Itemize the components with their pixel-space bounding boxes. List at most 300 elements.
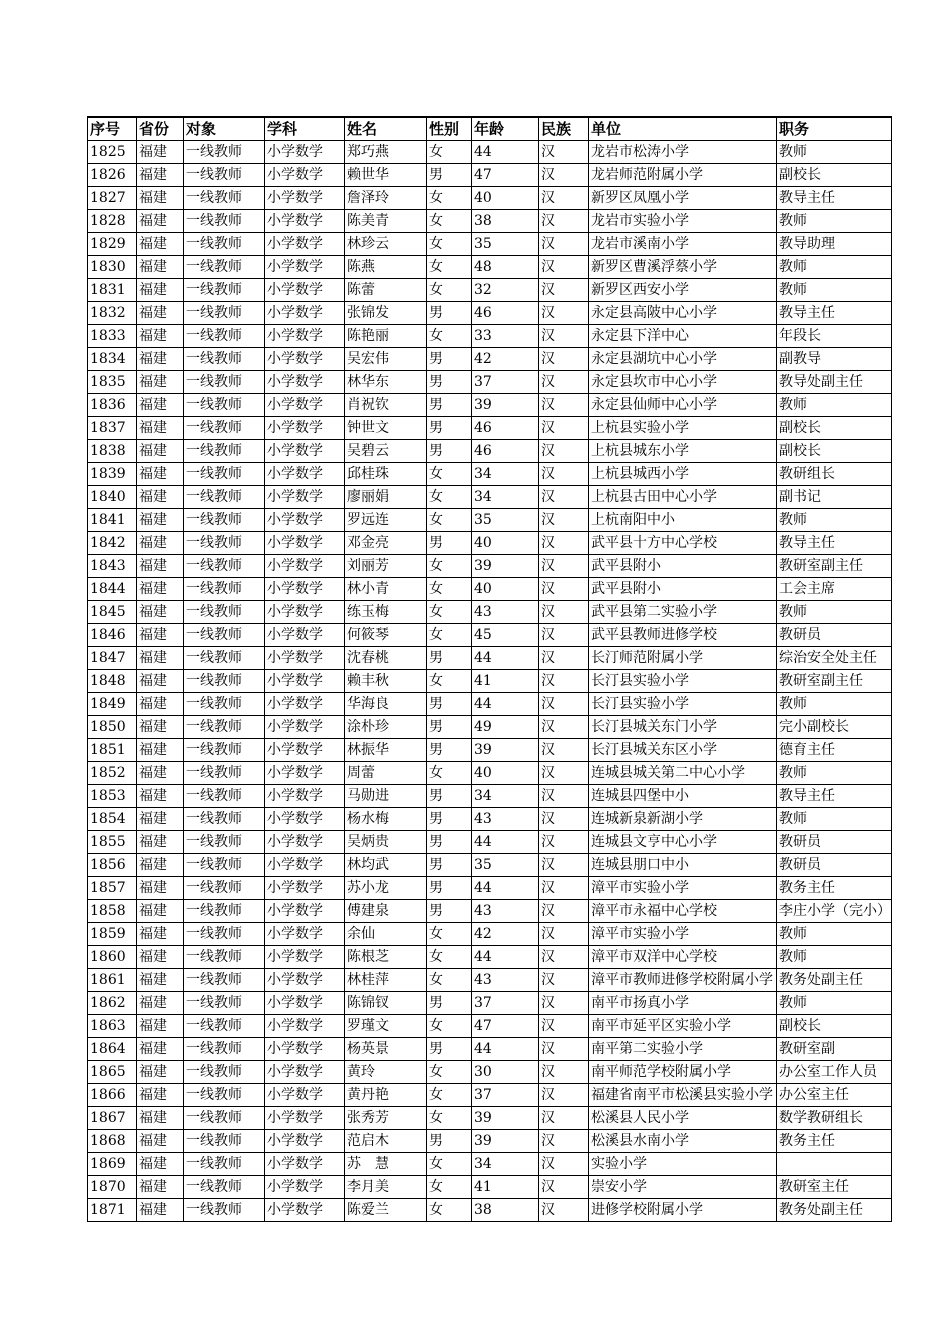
cell-position: 办公室主任 bbox=[777, 1084, 892, 1107]
cell-province: 福建 bbox=[137, 762, 184, 785]
cell-subject: 小学数学 bbox=[265, 946, 345, 969]
cell-age: 40 bbox=[472, 578, 539, 601]
cell-province: 福建 bbox=[137, 325, 184, 348]
cell-unit: 实验小学 bbox=[589, 1153, 777, 1176]
cell-unit: 漳平市实验小学 bbox=[589, 923, 777, 946]
cell-name: 黄丹艳 bbox=[345, 1084, 427, 1107]
cell-unit: 新罗区凤凰小学 bbox=[589, 187, 777, 210]
cell-age: 46 bbox=[472, 417, 539, 440]
table-row bbox=[88, 1015, 892, 1038]
table-row bbox=[88, 716, 892, 739]
cell-age: 43 bbox=[472, 900, 539, 923]
cell-ethnicity: 汉 bbox=[539, 739, 589, 762]
cell-ethnicity: 汉 bbox=[539, 210, 589, 233]
table-row bbox=[88, 302, 892, 325]
cell-subject: 小学数学 bbox=[265, 1176, 345, 1199]
cell-subject: 小学数学 bbox=[265, 900, 345, 923]
cell-age: 38 bbox=[472, 210, 539, 233]
cell-index: 1867 bbox=[88, 1107, 137, 1130]
cell-subject: 小学数学 bbox=[265, 164, 345, 187]
cell-subject: 小学数学 bbox=[265, 601, 345, 624]
cell-name: 詹泽玲 bbox=[345, 187, 427, 210]
cell-age: 44 bbox=[472, 647, 539, 670]
table-row bbox=[88, 233, 892, 256]
cell-position: 副校长 bbox=[777, 164, 892, 187]
cell-unit: 漳平市双洋中心学校 bbox=[589, 946, 777, 969]
cell-gender: 女 bbox=[427, 325, 472, 348]
cell-province: 福建 bbox=[137, 1015, 184, 1038]
cell-ethnicity: 汉 bbox=[539, 647, 589, 670]
cell-index: 1836 bbox=[88, 394, 137, 417]
cell-age: 34 bbox=[472, 1153, 539, 1176]
cell-unit: 漳平市永福中心学校 bbox=[589, 900, 777, 923]
cell-ethnicity: 汉 bbox=[539, 670, 589, 693]
cell-ethnicity: 汉 bbox=[539, 1038, 589, 1061]
table-row bbox=[88, 946, 892, 969]
cell-unit: 龙岩市溪南小学 bbox=[589, 233, 777, 256]
cell-index: 1844 bbox=[88, 578, 137, 601]
cell-position: 李庄小学（完小） bbox=[777, 900, 892, 923]
cell-target: 一线教师 bbox=[184, 624, 265, 647]
cell-position: 教导主任 bbox=[777, 302, 892, 325]
cell-gender: 女 bbox=[427, 578, 472, 601]
cell-ethnicity: 汉 bbox=[539, 1153, 589, 1176]
cell-subject: 小学数学 bbox=[265, 647, 345, 670]
cell-unit: 进修学校附属小学 bbox=[589, 1199, 777, 1222]
cell-gender: 女 bbox=[427, 969, 472, 992]
cell-subject: 小学数学 bbox=[265, 854, 345, 877]
cell-gender: 男 bbox=[427, 532, 472, 555]
cell-target: 一线教师 bbox=[184, 854, 265, 877]
cell-province: 福建 bbox=[137, 969, 184, 992]
cell-province: 福建 bbox=[137, 854, 184, 877]
cell-age: 44 bbox=[472, 1038, 539, 1061]
cell-subject: 小学数学 bbox=[265, 808, 345, 831]
cell-subject: 小学数学 bbox=[265, 463, 345, 486]
table-row bbox=[88, 785, 892, 808]
cell-subject: 小学数学 bbox=[265, 739, 345, 762]
cell-index: 1843 bbox=[88, 555, 137, 578]
cell-name: 范启木 bbox=[345, 1130, 427, 1153]
cell-name: 吴宏伟 bbox=[345, 348, 427, 371]
cell-subject: 小学数学 bbox=[265, 210, 345, 233]
table-row bbox=[88, 486, 892, 509]
cell-target: 一线教师 bbox=[184, 785, 265, 808]
table-row bbox=[88, 762, 892, 785]
cell-name: 林桂萍 bbox=[345, 969, 427, 992]
cell-position: 教导主任 bbox=[777, 187, 892, 210]
cell-target: 一线教师 bbox=[184, 578, 265, 601]
col-header-unit: 单位 bbox=[589, 117, 777, 141]
cell-province: 福建 bbox=[137, 578, 184, 601]
cell-unit: 漳平市教师进修学校附属小学 bbox=[589, 969, 777, 992]
cell-subject: 小学数学 bbox=[265, 532, 345, 555]
cell-gender: 男 bbox=[427, 394, 472, 417]
cell-subject: 小学数学 bbox=[265, 256, 345, 279]
cell-unit: 长汀县实验小学 bbox=[589, 693, 777, 716]
cell-gender: 男 bbox=[427, 371, 472, 394]
table-row bbox=[88, 141, 892, 164]
cell-ethnicity: 汉 bbox=[539, 992, 589, 1015]
cell-name: 林振华 bbox=[345, 739, 427, 762]
cell-index: 1869 bbox=[88, 1153, 137, 1176]
cell-age: 47 bbox=[472, 1015, 539, 1038]
cell-province: 福建 bbox=[137, 394, 184, 417]
cell-position: 综治安全处主任 bbox=[777, 647, 892, 670]
cell-province: 福建 bbox=[137, 1130, 184, 1153]
table-row bbox=[88, 210, 892, 233]
cell-ethnicity: 汉 bbox=[539, 1107, 589, 1130]
cell-unit: 永定县湖坑中心小学 bbox=[589, 348, 777, 371]
col-header-gender: 性别 bbox=[427, 117, 472, 141]
cell-age: 43 bbox=[472, 969, 539, 992]
cell-gender: 男 bbox=[427, 164, 472, 187]
cell-subject: 小学数学 bbox=[265, 555, 345, 578]
cell-unit: 上杭县实验小学 bbox=[589, 417, 777, 440]
table-row bbox=[88, 417, 892, 440]
cell-gender: 男 bbox=[427, 785, 472, 808]
cell-age: 34 bbox=[472, 463, 539, 486]
cell-name: 杨英景 bbox=[345, 1038, 427, 1061]
cell-gender: 女 bbox=[427, 509, 472, 532]
cell-unit: 龙岩师范附属小学 bbox=[589, 164, 777, 187]
cell-ethnicity: 汉 bbox=[539, 1084, 589, 1107]
cell-position bbox=[777, 1153, 892, 1176]
cell-unit: 漳平市实验小学 bbox=[589, 877, 777, 900]
cell-province: 福建 bbox=[137, 486, 184, 509]
cell-subject: 小学数学 bbox=[265, 1038, 345, 1061]
cell-gender: 男 bbox=[427, 693, 472, 716]
cell-position: 教导处副主任 bbox=[777, 371, 892, 394]
col-header-province: 省份 bbox=[137, 117, 184, 141]
cell-name: 刘丽芳 bbox=[345, 555, 427, 578]
cell-index: 1865 bbox=[88, 1061, 137, 1084]
cell-gender: 女 bbox=[427, 923, 472, 946]
cell-position: 教师 bbox=[777, 210, 892, 233]
cell-subject: 小学数学 bbox=[265, 279, 345, 302]
cell-target: 一线教师 bbox=[184, 256, 265, 279]
cell-unit: 新罗区西安小学 bbox=[589, 279, 777, 302]
cell-index: 1839 bbox=[88, 463, 137, 486]
cell-position: 教研员 bbox=[777, 624, 892, 647]
table-row bbox=[88, 371, 892, 394]
cell-position: 工会主席 bbox=[777, 578, 892, 601]
cell-index: 1834 bbox=[88, 348, 137, 371]
cell-ethnicity: 汉 bbox=[539, 624, 589, 647]
cell-gender: 女 bbox=[427, 1084, 472, 1107]
cell-gender: 女 bbox=[427, 256, 472, 279]
col-header-index: 序号 bbox=[88, 117, 137, 141]
cell-ethnicity: 汉 bbox=[539, 417, 589, 440]
cell-age: 45 bbox=[472, 624, 539, 647]
cell-target: 一线教师 bbox=[184, 1061, 265, 1084]
table-row bbox=[88, 440, 892, 463]
cell-name: 罗远连 bbox=[345, 509, 427, 532]
table-row bbox=[88, 1176, 892, 1199]
cell-ethnicity: 汉 bbox=[539, 141, 589, 164]
cell-name: 余仙 bbox=[345, 923, 427, 946]
cell-subject: 小学数学 bbox=[265, 371, 345, 394]
cell-name: 陈锦钗 bbox=[345, 992, 427, 1015]
cell-age: 47 bbox=[472, 164, 539, 187]
table-row bbox=[88, 923, 892, 946]
cell-gender: 女 bbox=[427, 233, 472, 256]
cell-name: 罗瑾文 bbox=[345, 1015, 427, 1038]
cell-name: 陈蕾 bbox=[345, 279, 427, 302]
cell-gender: 女 bbox=[427, 1107, 472, 1130]
cell-name: 陈艳丽 bbox=[345, 325, 427, 348]
cell-subject: 小学数学 bbox=[265, 578, 345, 601]
cell-target: 一线教师 bbox=[184, 233, 265, 256]
cell-province: 福建 bbox=[137, 348, 184, 371]
cell-target: 一线教师 bbox=[184, 946, 265, 969]
cell-age: 41 bbox=[472, 670, 539, 693]
cell-gender: 男 bbox=[427, 992, 472, 1015]
cell-gender: 男 bbox=[427, 417, 472, 440]
cell-unit: 武平县附小 bbox=[589, 555, 777, 578]
teacher-table bbox=[87, 116, 892, 1222]
cell-age: 35 bbox=[472, 509, 539, 532]
cell-ethnicity: 汉 bbox=[539, 348, 589, 371]
cell-ethnicity: 汉 bbox=[539, 440, 589, 463]
cell-target: 一线教师 bbox=[184, 647, 265, 670]
cell-ethnicity: 汉 bbox=[539, 831, 589, 854]
table-row bbox=[88, 693, 892, 716]
cell-unit: 上杭县城东小学 bbox=[589, 440, 777, 463]
cell-name: 赖丰秋 bbox=[345, 670, 427, 693]
cell-target: 一线教师 bbox=[184, 532, 265, 555]
cell-ethnicity: 汉 bbox=[539, 601, 589, 624]
cell-gender: 女 bbox=[427, 762, 472, 785]
cell-ethnicity: 汉 bbox=[539, 877, 589, 900]
col-header-age: 年龄 bbox=[472, 117, 539, 141]
cell-subject: 小学数学 bbox=[265, 992, 345, 1015]
cell-province: 福建 bbox=[137, 739, 184, 762]
cell-target: 一线教师 bbox=[184, 900, 265, 923]
cell-index: 1851 bbox=[88, 739, 137, 762]
cell-age: 37 bbox=[472, 371, 539, 394]
cell-province: 福建 bbox=[137, 509, 184, 532]
cell-index: 1827 bbox=[88, 187, 137, 210]
cell-target: 一线教师 bbox=[184, 1153, 265, 1176]
cell-position: 教师 bbox=[777, 141, 892, 164]
cell-ethnicity: 汉 bbox=[539, 808, 589, 831]
cell-unit: 长汀县实验小学 bbox=[589, 670, 777, 693]
cell-target: 一线教师 bbox=[184, 992, 265, 1015]
cell-index: 1864 bbox=[88, 1038, 137, 1061]
table-row bbox=[88, 900, 892, 923]
cell-index: 1854 bbox=[88, 808, 137, 831]
cell-name: 周蕾 bbox=[345, 762, 427, 785]
cell-name: 涂朴珍 bbox=[345, 716, 427, 739]
cell-position: 教务处副主任 bbox=[777, 1199, 892, 1222]
cell-gender: 女 bbox=[427, 486, 472, 509]
cell-target: 一线教师 bbox=[184, 601, 265, 624]
cell-province: 福建 bbox=[137, 371, 184, 394]
table-row bbox=[88, 1107, 892, 1130]
cell-position: 教务主任 bbox=[777, 877, 892, 900]
cell-ethnicity: 汉 bbox=[539, 1176, 589, 1199]
table-row bbox=[88, 463, 892, 486]
table-row bbox=[88, 877, 892, 900]
cell-ethnicity: 汉 bbox=[539, 164, 589, 187]
cell-target: 一线教师 bbox=[184, 141, 265, 164]
cell-subject: 小学数学 bbox=[265, 348, 345, 371]
cell-province: 福建 bbox=[137, 624, 184, 647]
cell-age: 39 bbox=[472, 555, 539, 578]
cell-province: 福建 bbox=[137, 1176, 184, 1199]
cell-age: 46 bbox=[472, 440, 539, 463]
cell-ethnicity: 汉 bbox=[539, 1015, 589, 1038]
cell-ethnicity: 汉 bbox=[539, 486, 589, 509]
cell-index: 1840 bbox=[88, 486, 137, 509]
cell-index: 1835 bbox=[88, 371, 137, 394]
cell-age: 40 bbox=[472, 762, 539, 785]
table-row bbox=[88, 1199, 892, 1222]
cell-ethnicity: 汉 bbox=[539, 900, 589, 923]
cell-name: 肖祝钦 bbox=[345, 394, 427, 417]
cell-province: 福建 bbox=[137, 785, 184, 808]
cell-subject: 小学数学 bbox=[265, 1107, 345, 1130]
cell-index: 1846 bbox=[88, 624, 137, 647]
table-row bbox=[88, 601, 892, 624]
table-row bbox=[88, 808, 892, 831]
cell-unit: 连城县城关第二中心小学 bbox=[589, 762, 777, 785]
cell-index: 1829 bbox=[88, 233, 137, 256]
cell-age: 43 bbox=[472, 808, 539, 831]
col-header-target: 对象 bbox=[184, 117, 265, 141]
cell-name: 练玉梅 bbox=[345, 601, 427, 624]
cell-target: 一线教师 bbox=[184, 348, 265, 371]
cell-ethnicity: 汉 bbox=[539, 854, 589, 877]
header-row bbox=[88, 117, 892, 141]
cell-position: 教师 bbox=[777, 279, 892, 302]
table-row bbox=[88, 555, 892, 578]
cell-ethnicity: 汉 bbox=[539, 555, 589, 578]
cell-target: 一线教师 bbox=[184, 394, 265, 417]
cell-position: 教务处副主任 bbox=[777, 969, 892, 992]
cell-position: 副校长 bbox=[777, 417, 892, 440]
cell-name: 马勋进 bbox=[345, 785, 427, 808]
cell-unit: 武平县附小 bbox=[589, 578, 777, 601]
cell-name: 林均武 bbox=[345, 854, 427, 877]
cell-gender: 女 bbox=[427, 1015, 472, 1038]
table-row bbox=[88, 1130, 892, 1153]
cell-target: 一线教师 bbox=[184, 808, 265, 831]
cell-name: 苏 慧 bbox=[345, 1153, 427, 1176]
cell-subject: 小学数学 bbox=[265, 187, 345, 210]
cell-gender: 女 bbox=[427, 946, 472, 969]
cell-index: 1871 bbox=[88, 1199, 137, 1222]
cell-province: 福建 bbox=[137, 877, 184, 900]
table-row bbox=[88, 187, 892, 210]
cell-subject: 小学数学 bbox=[265, 233, 345, 256]
cell-province: 福建 bbox=[137, 440, 184, 463]
cell-target: 一线教师 bbox=[184, 1084, 265, 1107]
table-row bbox=[88, 532, 892, 555]
cell-age: 33 bbox=[472, 325, 539, 348]
table-row bbox=[88, 647, 892, 670]
cell-position: 教研室主任 bbox=[777, 1176, 892, 1199]
cell-province: 福建 bbox=[137, 992, 184, 1015]
cell-name: 傅建泉 bbox=[345, 900, 427, 923]
cell-province: 福建 bbox=[137, 647, 184, 670]
cell-province: 福建 bbox=[137, 923, 184, 946]
cell-ethnicity: 汉 bbox=[539, 532, 589, 555]
cell-position: 德育主任 bbox=[777, 739, 892, 762]
cell-province: 福建 bbox=[137, 210, 184, 233]
cell-unit: 龙岩市实验小学 bbox=[589, 210, 777, 233]
cell-ethnicity: 汉 bbox=[539, 923, 589, 946]
cell-ethnicity: 汉 bbox=[539, 1130, 589, 1153]
cell-target: 一线教师 bbox=[184, 1015, 265, 1038]
cell-subject: 小学数学 bbox=[265, 877, 345, 900]
cell-unit: 南平市扬真小学 bbox=[589, 992, 777, 1015]
cell-position: 教师 bbox=[777, 923, 892, 946]
cell-name: 李月美 bbox=[345, 1176, 427, 1199]
cell-index: 1837 bbox=[88, 417, 137, 440]
cell-position: 教导主任 bbox=[777, 785, 892, 808]
cell-province: 福建 bbox=[137, 164, 184, 187]
cell-position: 教师 bbox=[777, 808, 892, 831]
cell-name: 华海良 bbox=[345, 693, 427, 716]
cell-target: 一线教师 bbox=[184, 187, 265, 210]
cell-province: 福建 bbox=[137, 233, 184, 256]
cell-province: 福建 bbox=[137, 187, 184, 210]
table-row bbox=[88, 624, 892, 647]
cell-gender: 男 bbox=[427, 808, 472, 831]
cell-position: 教研室副 bbox=[777, 1038, 892, 1061]
cell-name: 黄玲 bbox=[345, 1061, 427, 1084]
cell-unit: 上杭县古田中心小学 bbox=[589, 486, 777, 509]
cell-position: 教师 bbox=[777, 509, 892, 532]
cell-ethnicity: 汉 bbox=[539, 325, 589, 348]
cell-province: 福建 bbox=[137, 141, 184, 164]
cell-target: 一线教师 bbox=[184, 969, 265, 992]
cell-target: 一线教师 bbox=[184, 762, 265, 785]
cell-name: 林华东 bbox=[345, 371, 427, 394]
cell-unit: 新罗区曹溪浮蔡小学 bbox=[589, 256, 777, 279]
cell-gender: 男 bbox=[427, 900, 472, 923]
cell-name: 陈爱兰 bbox=[345, 1199, 427, 1222]
cell-position: 教务主任 bbox=[777, 1130, 892, 1153]
cell-subject: 小学数学 bbox=[265, 716, 345, 739]
cell-unit: 上杭南阳中小 bbox=[589, 509, 777, 532]
cell-age: 34 bbox=[472, 486, 539, 509]
cell-subject: 小学数学 bbox=[265, 831, 345, 854]
cell-gender: 男 bbox=[427, 440, 472, 463]
table-row bbox=[88, 831, 892, 854]
table-row bbox=[88, 1084, 892, 1107]
col-header-ethnicity: 民族 bbox=[539, 117, 589, 141]
cell-target: 一线教师 bbox=[184, 486, 265, 509]
cell-position: 教师 bbox=[777, 394, 892, 417]
cell-subject: 小学数学 bbox=[265, 624, 345, 647]
cell-position: 教师 bbox=[777, 762, 892, 785]
cell-subject: 小学数学 bbox=[265, 762, 345, 785]
cell-unit: 福建省南平市松溪县实验小学 bbox=[589, 1084, 777, 1107]
cell-target: 一线教师 bbox=[184, 417, 265, 440]
cell-gender: 女 bbox=[427, 1176, 472, 1199]
cell-unit: 南平市延平区实验小学 bbox=[589, 1015, 777, 1038]
cell-age: 44 bbox=[472, 693, 539, 716]
cell-subject: 小学数学 bbox=[265, 1153, 345, 1176]
cell-target: 一线教师 bbox=[184, 210, 265, 233]
cell-age: 37 bbox=[472, 992, 539, 1015]
cell-subject: 小学数学 bbox=[265, 1199, 345, 1222]
cell-position: 副校长 bbox=[777, 1015, 892, 1038]
table-row bbox=[88, 279, 892, 302]
